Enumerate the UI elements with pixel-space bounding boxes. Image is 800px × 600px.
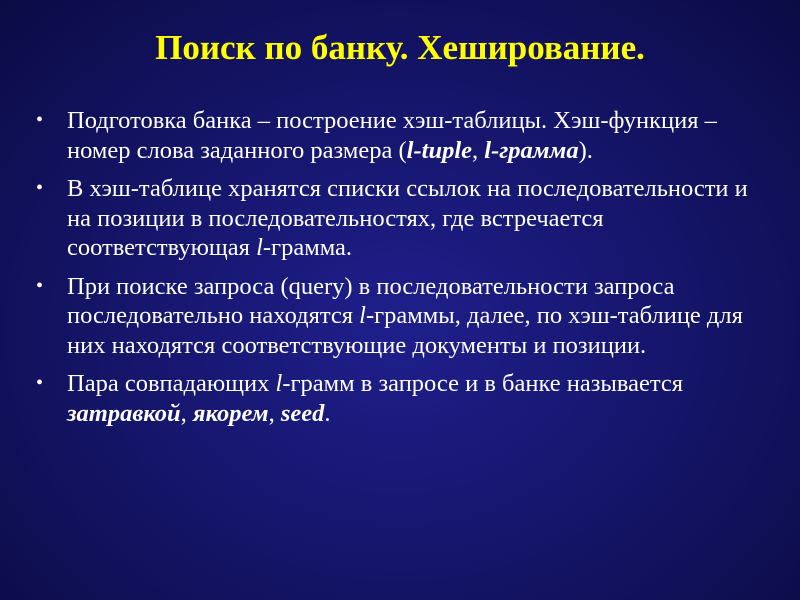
bullet-marker-icon: • bbox=[36, 372, 44, 394]
text-segment: -грамм в запросе и в банке называется bbox=[282, 370, 684, 397]
emphasis-term: l-tuple bbox=[406, 136, 473, 164]
text-segment: В хэш-таблице хранятся списки ссылок на последовательности и на позиции в последовательностях, где встречается соответствующая bbox=[67, 175, 748, 261]
emphasis-term: затравкой bbox=[67, 399, 181, 427]
text-segment: -грамма. bbox=[262, 234, 353, 261]
bullet-marker-icon: • bbox=[36, 177, 44, 199]
emphasis-term: seed bbox=[280, 399, 325, 427]
text-segment: , bbox=[180, 399, 193, 427]
text-segment: Пара совпадающих bbox=[67, 370, 276, 397]
text-segment: , bbox=[472, 136, 485, 164]
text-segment: При поиске запроса (query) в последовательности запроса последовательно находятся bbox=[67, 272, 675, 329]
slide-title: Поиск по банку. Хеширование. bbox=[155, 28, 645, 67]
emphasis-term: l-грамма bbox=[484, 136, 579, 164]
italic-term: l bbox=[275, 370, 283, 397]
emphasis-term: якорем bbox=[192, 399, 269, 427]
italic-term: l bbox=[256, 234, 263, 261]
bullet-text bbox=[67, 107, 717, 164]
bullet-item bbox=[36, 174, 776, 263]
bullet-text bbox=[67, 370, 683, 427]
bullet-item bbox=[36, 272, 776, 361]
text-segment: ). bbox=[578, 136, 593, 164]
bullet-text bbox=[67, 273, 743, 359]
bullet-list bbox=[36, 106, 776, 437]
bullet-item bbox=[36, 369, 776, 428]
bullet-item bbox=[36, 106, 776, 165]
bullet-marker-icon: • bbox=[36, 274, 44, 297]
bullet-marker-icon: • bbox=[36, 109, 44, 131]
text-segment: . bbox=[324, 399, 331, 427]
bullet-text bbox=[67, 175, 748, 261]
italic-term: l bbox=[359, 302, 366, 329]
text-segment: Подготовка банка – построение хэш-таблицы. Хэш-функция – номер слова заданного размера ( bbox=[67, 107, 717, 164]
text-segment: , bbox=[268, 399, 281, 427]
text-segment: -граммы, далее, по хэш-таблице для них находятся соответствующие документы и позиции. bbox=[67, 302, 743, 359]
